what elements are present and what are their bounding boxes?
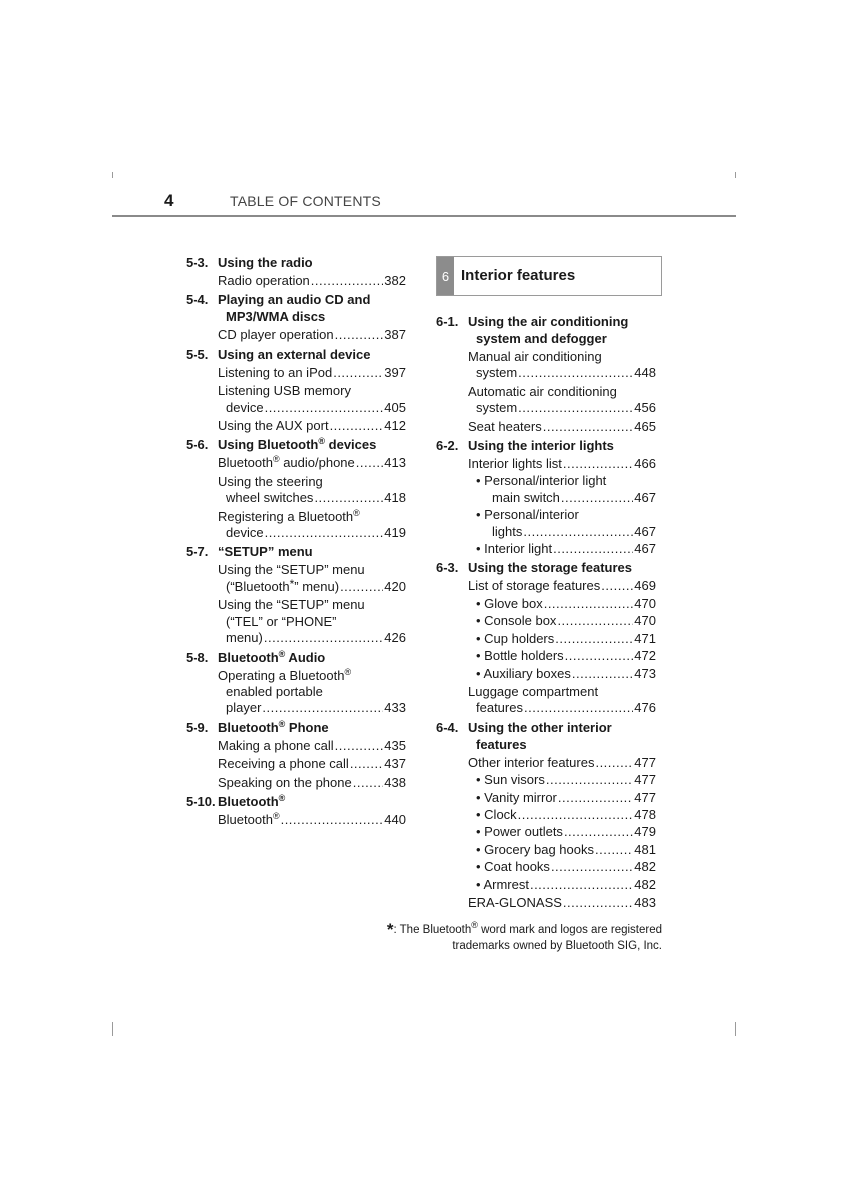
toc-entry-multiline[interactable] bbox=[468, 384, 656, 417]
page-ref: 466 bbox=[634, 456, 656, 472]
toc-entry-multiline[interactable] bbox=[218, 509, 406, 542]
section-number: 5-5. bbox=[186, 346, 209, 362]
section-title: Bluetooth bbox=[218, 793, 279, 809]
entry-title: Using the “SETUP” menu bbox=[218, 597, 365, 613]
page-ref: 473 bbox=[634, 665, 656, 681]
toc-entry[interactable] bbox=[468, 578, 656, 594]
toc-entry[interactable] bbox=[468, 755, 656, 771]
page-ref: 420 bbox=[384, 578, 406, 594]
registered-mark: ® bbox=[318, 436, 326, 447]
entry-title-cont: menu) bbox=[226, 630, 263, 646]
toc-entry-multiline[interactable] bbox=[218, 597, 406, 646]
toc-subentry[interactable] bbox=[476, 877, 656, 893]
toc-subentry[interactable] bbox=[476, 666, 656, 682]
subentry-title: • Sun visors bbox=[476, 772, 545, 788]
page-ref: 382 bbox=[384, 273, 406, 288]
section-title: Playing an audio CD and bbox=[218, 292, 371, 308]
leader-dots bbox=[572, 666, 633, 682]
asterisk-mark: * bbox=[386, 920, 394, 939]
toc-entry[interactable] bbox=[218, 812, 406, 828]
crop-mark bbox=[735, 172, 736, 178]
footnote-text: : The Bluetooth bbox=[393, 924, 472, 936]
page-ref: 482 bbox=[634, 876, 656, 892]
toc-entry[interactable] bbox=[218, 756, 406, 772]
page-ref: 472 bbox=[634, 648, 656, 664]
toc-subentry[interactable] bbox=[476, 842, 656, 858]
toc-subentry[interactable] bbox=[476, 824, 656, 840]
entry-title: Radio operation bbox=[218, 273, 310, 288]
subentry-title: • Vanity mirror bbox=[476, 789, 557, 805]
toc-section bbox=[436, 313, 656, 347]
toc-subentry[interactable] bbox=[476, 648, 656, 664]
section-title: Using the air conditioning bbox=[468, 314, 629, 329]
toc-subentry[interactable] bbox=[476, 541, 656, 557]
subentry-title: • Interior light bbox=[476, 541, 553, 557]
entry-title: Using the AUX port bbox=[218, 418, 329, 434]
leader-dots bbox=[330, 418, 384, 434]
entry-title: Registering a Bluetooth bbox=[218, 508, 354, 524]
subentry-title: • Console box bbox=[476, 613, 557, 629]
leader-dots bbox=[564, 824, 633, 840]
toc-entry[interactable] bbox=[468, 419, 656, 435]
registered-mark: ® bbox=[272, 810, 280, 821]
leader-dots bbox=[314, 490, 383, 506]
toc-entry[interactable] bbox=[218, 775, 406, 791]
entry-title-cont: features bbox=[476, 700, 523, 716]
toc-section bbox=[186, 649, 406, 666]
crop-mark bbox=[112, 172, 113, 178]
leader-dots bbox=[518, 400, 633, 416]
section-title-cont: features bbox=[476, 736, 527, 752]
leader-dots bbox=[265, 525, 384, 541]
subentry-title: • Coat hooks bbox=[476, 859, 550, 875]
page-header bbox=[112, 190, 736, 218]
subentry-title: • Personal/interior bbox=[476, 507, 579, 523]
entry-title-cont: wheel switches bbox=[226, 490, 314, 506]
page-ref: 387 bbox=[384, 327, 406, 343]
page-ref: 438 bbox=[384, 774, 406, 790]
registered-mark: ® bbox=[353, 507, 360, 518]
page-ref: 477 bbox=[634, 772, 656, 788]
section-title-suffix: Phone bbox=[285, 719, 329, 735]
leader-dots bbox=[544, 596, 634, 612]
entry-title: List of storage features bbox=[468, 578, 601, 594]
chapter-number-tab: 6 bbox=[437, 257, 454, 295]
entry-title-cont: system bbox=[476, 400, 518, 416]
leader-dots bbox=[281, 812, 384, 828]
leader-dots bbox=[557, 613, 633, 629]
subentry-title: • Armrest bbox=[476, 876, 529, 892]
toc-section bbox=[186, 291, 406, 325]
leader-dots bbox=[530, 877, 633, 893]
toc-section bbox=[436, 559, 656, 576]
header-title: TABLE OF CONTENTS bbox=[230, 193, 381, 209]
section-number: 5-10. bbox=[186, 793, 216, 809]
toc-section bbox=[186, 719, 406, 736]
asterisk-mark: * bbox=[289, 576, 295, 591]
toc-subentry[interactable] bbox=[476, 772, 656, 788]
page-ref: 471 bbox=[634, 630, 656, 646]
page-ref: 440 bbox=[384, 811, 406, 827]
page-ref: 412 bbox=[384, 418, 406, 434]
chapter-header[interactable] bbox=[436, 256, 662, 296]
toc-section bbox=[186, 346, 406, 363]
toc-entry-multiline[interactable] bbox=[468, 349, 656, 382]
page-ref: 426 bbox=[384, 630, 406, 646]
leader-dots bbox=[563, 456, 633, 472]
toc-section bbox=[186, 543, 406, 560]
leader-dots bbox=[523, 524, 633, 540]
crop-mark bbox=[735, 1022, 736, 1036]
section-number: 6-4. bbox=[436, 719, 459, 735]
toc-entry[interactable] bbox=[468, 456, 656, 472]
entry-title-cont: player bbox=[226, 700, 262, 716]
registered-mark: ® bbox=[272, 454, 280, 465]
leader-dots bbox=[563, 895, 633, 911]
registered-mark: ® bbox=[344, 666, 352, 677]
page-ref: 483 bbox=[634, 894, 656, 910]
subentry-title: • Power outlets bbox=[476, 824, 563, 840]
entry-title: Luggage compartment bbox=[468, 683, 599, 699]
toc-section bbox=[436, 437, 656, 454]
toc-entry[interactable] bbox=[218, 273, 406, 289]
toc-entry[interactable] bbox=[468, 895, 656, 911]
section-title: Bluetooth bbox=[218, 719, 279, 735]
entry-title: Using the “SETUP” menu bbox=[218, 562, 365, 578]
leader-dots bbox=[524, 700, 633, 716]
page-ref: 448 bbox=[634, 365, 656, 381]
toc-entry-multiline[interactable] bbox=[218, 562, 406, 595]
entry-title-suffix: audio/phone bbox=[279, 455, 355, 471]
section-title: Using the radio bbox=[218, 255, 313, 270]
page-ref: 477 bbox=[634, 754, 656, 770]
leader-dots bbox=[558, 790, 633, 806]
leader-dots bbox=[555, 631, 633, 647]
section-number: 5-7. bbox=[186, 544, 209, 560]
toc-entry[interactable] bbox=[218, 327, 406, 343]
toc-column-right bbox=[436, 311, 656, 912]
leader-dots bbox=[333, 365, 383, 381]
toc-subentry[interactable] bbox=[476, 807, 656, 823]
toc-section bbox=[186, 793, 406, 810]
leader-dots bbox=[553, 541, 633, 557]
entry-title: Speaking on the phone bbox=[218, 774, 352, 790]
subentry-title: • Cup holders bbox=[476, 630, 555, 646]
entry-title-cont: (“TEL” or “PHONE” bbox=[226, 613, 337, 629]
page-ref: 476 bbox=[634, 700, 656, 716]
entry-title: Listening USB memory bbox=[218, 383, 351, 399]
registered-mark: ® bbox=[471, 920, 478, 930]
entry-title: Seat heaters bbox=[468, 418, 542, 434]
registered-mark: ® bbox=[278, 648, 286, 659]
leader-dots bbox=[546, 772, 633, 788]
page-ref: 467 bbox=[634, 523, 656, 539]
subentry-title-cont: lights bbox=[492, 523, 523, 539]
page-ref: 397 bbox=[384, 364, 406, 380]
entry-title: Using the steering bbox=[218, 473, 323, 489]
toc-subentry[interactable] bbox=[476, 631, 656, 647]
toc-section bbox=[186, 254, 406, 271]
subentry-title: • Auxiliary boxes bbox=[476, 665, 571, 681]
section-number: 6-3. bbox=[436, 560, 459, 576]
entry-title-cont: device bbox=[226, 399, 264, 415]
page-ref: 481 bbox=[634, 841, 656, 857]
leader-dots bbox=[350, 756, 383, 772]
leader-dots bbox=[353, 775, 384, 791]
footnote-line-2: trademarks owned by Bluetooth SIG, Inc. bbox=[452, 940, 662, 952]
section-title: Bluetooth bbox=[218, 649, 279, 665]
toc-subentry[interactable] bbox=[476, 613, 656, 629]
section-number: 6-1. bbox=[436, 314, 459, 329]
page-ref: 418 bbox=[384, 490, 406, 506]
footnote bbox=[330, 922, 662, 954]
page-ref: 467 bbox=[634, 489, 656, 505]
entry-title-cont: (“Bluetooth bbox=[226, 578, 290, 594]
leader-dots bbox=[311, 273, 384, 289]
leader-dots bbox=[335, 738, 384, 754]
leader-dots bbox=[356, 455, 384, 471]
toc-section bbox=[436, 719, 656, 753]
entry-title: Bluetooth bbox=[218, 811, 273, 827]
toc-entry[interactable] bbox=[218, 455, 406, 471]
registered-mark: ® bbox=[278, 718, 286, 729]
entry-title: Other interior features bbox=[468, 754, 595, 770]
entry-title-cont: system bbox=[476, 365, 518, 381]
footnote-line-1 bbox=[330, 922, 662, 938]
subentry-title: • Bottle holders bbox=[476, 648, 564, 664]
leader-dots bbox=[518, 365, 633, 381]
subentry-title: • Personal/interior light bbox=[476, 473, 607, 489]
section-title-cont: MP3/WMA discs bbox=[226, 309, 326, 325]
page-ref: 470 bbox=[634, 595, 656, 611]
subentry-title: • Glove box bbox=[476, 595, 543, 611]
section-title: Using the other interior bbox=[468, 719, 612, 735]
subentry-title-cont: main switch bbox=[492, 489, 560, 505]
toc-entry-multiline[interactable] bbox=[218, 474, 406, 507]
page-ref: 419 bbox=[384, 525, 406, 541]
entry-title-cont: enabled portable bbox=[226, 683, 323, 699]
page-ref: 413 bbox=[384, 455, 406, 471]
page-ref: 456 bbox=[634, 400, 656, 416]
page-ref: 435 bbox=[384, 737, 406, 753]
entry-title: Bluetooth bbox=[218, 455, 273, 471]
toc-entry-multiline[interactable] bbox=[218, 668, 406, 717]
entry-title-suffix: ” menu) bbox=[294, 578, 340, 594]
leader-dots bbox=[543, 419, 634, 435]
subentry-title: • Clock bbox=[476, 806, 517, 822]
section-number: 5-4. bbox=[186, 292, 209, 308]
page-ref: 437 bbox=[384, 756, 406, 772]
leader-dots bbox=[264, 630, 383, 646]
section-title: Using the interior lights bbox=[468, 438, 614, 454]
entry-title: Operating a Bluetooth bbox=[218, 667, 345, 683]
footnote-text: word mark and logos are registered bbox=[477, 924, 662, 936]
toc-subentry-multiline[interactable] bbox=[476, 473, 656, 506]
section-number: 5-8. bbox=[186, 649, 209, 665]
leader-dots bbox=[262, 700, 383, 716]
entry-title: Making a phone call bbox=[218, 737, 334, 753]
page-ref: 477 bbox=[634, 789, 656, 805]
page-ref: 482 bbox=[634, 859, 656, 875]
page-ref: 467 bbox=[634, 541, 656, 557]
toc-column-left bbox=[186, 252, 406, 829]
header-rule bbox=[112, 215, 736, 217]
toc-subentry-multiline[interactable] bbox=[476, 507, 656, 540]
leader-dots bbox=[518, 807, 634, 823]
section-title: Using the storage features bbox=[468, 560, 632, 576]
leader-dots bbox=[551, 859, 633, 875]
crop-mark bbox=[112, 1022, 113, 1036]
toc-entry-multiline[interactable] bbox=[468, 684, 656, 717]
page-ref: 478 bbox=[634, 806, 656, 822]
toc-subentry[interactable] bbox=[476, 859, 656, 875]
page-ref: 465 bbox=[634, 418, 656, 434]
toc-subentry[interactable] bbox=[476, 790, 656, 806]
section-title: Using Bluetooth bbox=[218, 437, 319, 453]
entry-title: Receiving a phone call bbox=[218, 756, 349, 772]
registered-mark: ® bbox=[278, 792, 286, 803]
leader-dots bbox=[595, 755, 633, 771]
page-ref: 470 bbox=[634, 613, 656, 629]
section-title-cont: system and defogger bbox=[476, 331, 607, 346]
section-title-suffix: Audio bbox=[285, 649, 326, 665]
page-ref: 433 bbox=[384, 700, 406, 716]
section-title-suffix: devices bbox=[325, 437, 377, 453]
leader-dots bbox=[601, 578, 633, 594]
page-ref: 405 bbox=[384, 399, 406, 415]
toc-entry[interactable] bbox=[218, 738, 406, 754]
leader-dots bbox=[561, 490, 633, 506]
entry-title: Listening to an iPod bbox=[218, 364, 333, 380]
entry-title: Interior lights list bbox=[468, 456, 562, 472]
section-number: 6-2. bbox=[436, 438, 459, 454]
entry-title: Manual air conditioning bbox=[468, 349, 602, 364]
leader-dots bbox=[565, 648, 634, 664]
leader-dots bbox=[335, 327, 384, 343]
entry-title: Automatic air conditioning bbox=[468, 383, 617, 399]
toc-entry-multiline[interactable] bbox=[218, 383, 406, 416]
leader-dots bbox=[340, 579, 383, 595]
leader-dots bbox=[595, 842, 633, 858]
page-ref: 479 bbox=[634, 824, 656, 840]
entry-title: CD player operation bbox=[218, 327, 334, 343]
page-number: 4 bbox=[164, 191, 174, 210]
entry-title: ERA-GLONASS bbox=[468, 894, 562, 910]
section-title: “SETUP” menu bbox=[218, 544, 313, 560]
toc-section bbox=[186, 436, 406, 453]
section-number: 5-9. bbox=[186, 719, 209, 735]
toc-entry[interactable] bbox=[218, 365, 406, 381]
toc-entry[interactable] bbox=[218, 418, 406, 434]
chapter-title: Interior features bbox=[461, 267, 576, 284]
section-number: 5-3. bbox=[186, 255, 209, 270]
leader-dots bbox=[265, 400, 384, 416]
page-ref: 469 bbox=[634, 578, 656, 594]
subentry-title: • Grocery bag hooks bbox=[476, 841, 594, 857]
entry-title-cont: device bbox=[226, 525, 264, 541]
section-number: 5-6. bbox=[186, 437, 209, 453]
toc-subentry[interactable] bbox=[476, 596, 656, 612]
section-title: Using an external device bbox=[218, 346, 371, 362]
